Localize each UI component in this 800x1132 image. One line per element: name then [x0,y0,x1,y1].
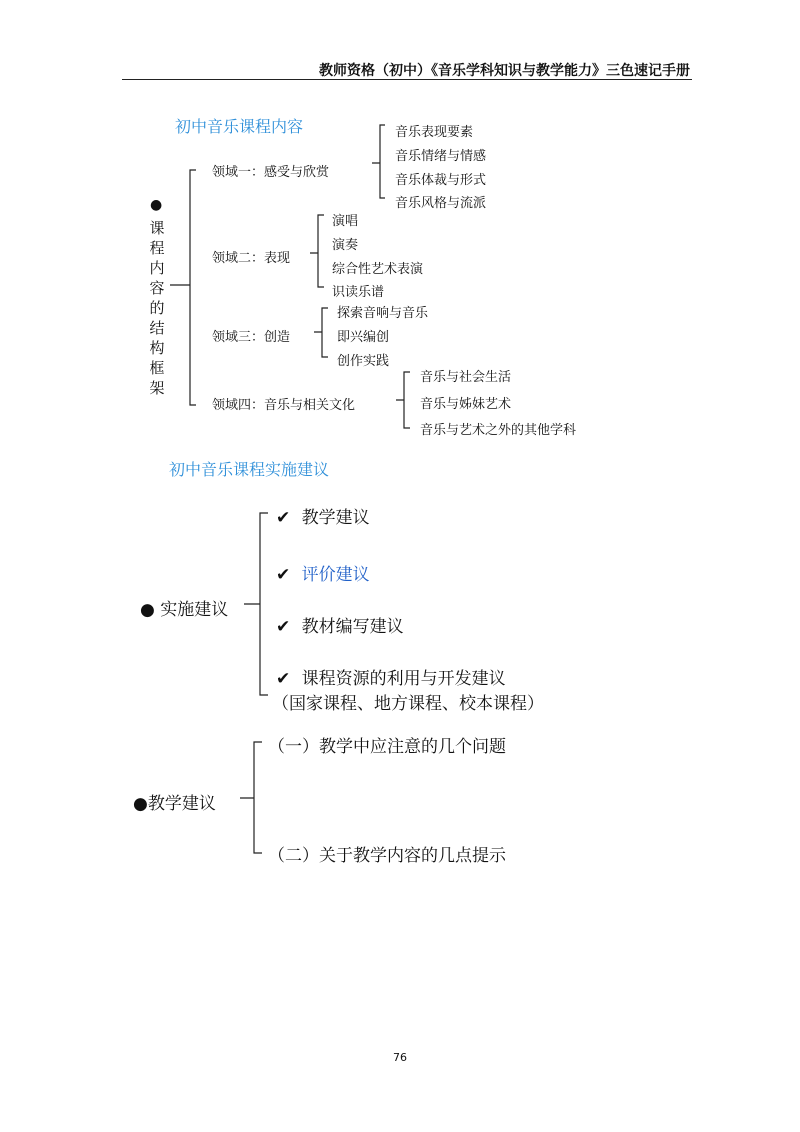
domain-2-item: 演奏 [332,238,359,253]
section-title-implementation: 初中音乐课程实施建议 [169,460,330,479]
impl-item: ✔ 课程资源的利用与开发建议 [276,669,506,689]
main-bracket [170,170,196,405]
impl-item: ✔ 评价建议 [276,565,370,585]
domain-1-item: 音乐风格与流派 [395,196,487,211]
impl-bracket [244,513,268,695]
domain-3-label: 领域三：创造 [212,330,291,345]
implementation-root-label: ● 实施建议 [140,600,229,620]
domain-4-item: 音乐与姊妹艺术 [420,397,512,412]
domain-3-item: 即兴编创 [337,330,390,345]
root-label-vertical: 课 程 内 容 的 结 构 框 架 [149,219,165,397]
domain-1-label: 领域一：感受与欣赏 [212,165,330,180]
domain-1-item: 音乐情绪与情感 [395,149,487,164]
domain-4-item: 音乐与社会生活 [420,370,512,385]
teaching-bracket [240,742,262,853]
domain-3-item: 创作实践 [337,354,390,369]
check-icon: ✔ [276,617,291,637]
teaching-item: （二）关于教学内容的几点提示 [268,846,506,866]
page-number: 76 [393,1051,407,1064]
section-title-content: 初中音乐课程内容 [175,117,304,136]
check-icon: ✔ [276,565,291,585]
bullet-dot: ● [150,197,163,213]
impl-item: ✔ 教材编写建议 [276,617,404,637]
teaching-item: （一）教学中应注意的几个问题 [268,737,506,757]
domain-1-item: 音乐体裁与形式 [395,173,487,188]
domain4-bracket [396,372,410,428]
domain-2-item: 演唱 [332,214,359,229]
impl-item-note: （国家课程、地方课程、校本课程） [272,694,544,714]
check-icon: ✔ [276,669,291,689]
domain2-bracket [310,215,324,287]
domain-2-item: 综合性艺术表演 [332,262,424,277]
domain-4-item: 音乐与艺术之外的其他学科 [420,423,577,438]
domain-3-item: 探索音响与音乐 [337,306,429,321]
running-header: 教师资格（初中）《音乐学科知识与教学能力》三色速记手册 [319,63,690,79]
check-icon: ✔ [276,508,291,528]
domain-2-item: 识读乐谱 [332,285,385,300]
domain-1-item: 音乐表现要素 [395,125,474,140]
teaching-root-label: ●教学建议 [133,794,216,814]
domain1-bracket [372,125,385,198]
impl-item: ✔ 教学建议 [276,508,370,528]
domain-4-label: 领域四：音乐与相关文化 [212,398,356,413]
domain-2-label: 领域二：表现 [212,251,291,266]
domain3-bracket [314,308,328,357]
